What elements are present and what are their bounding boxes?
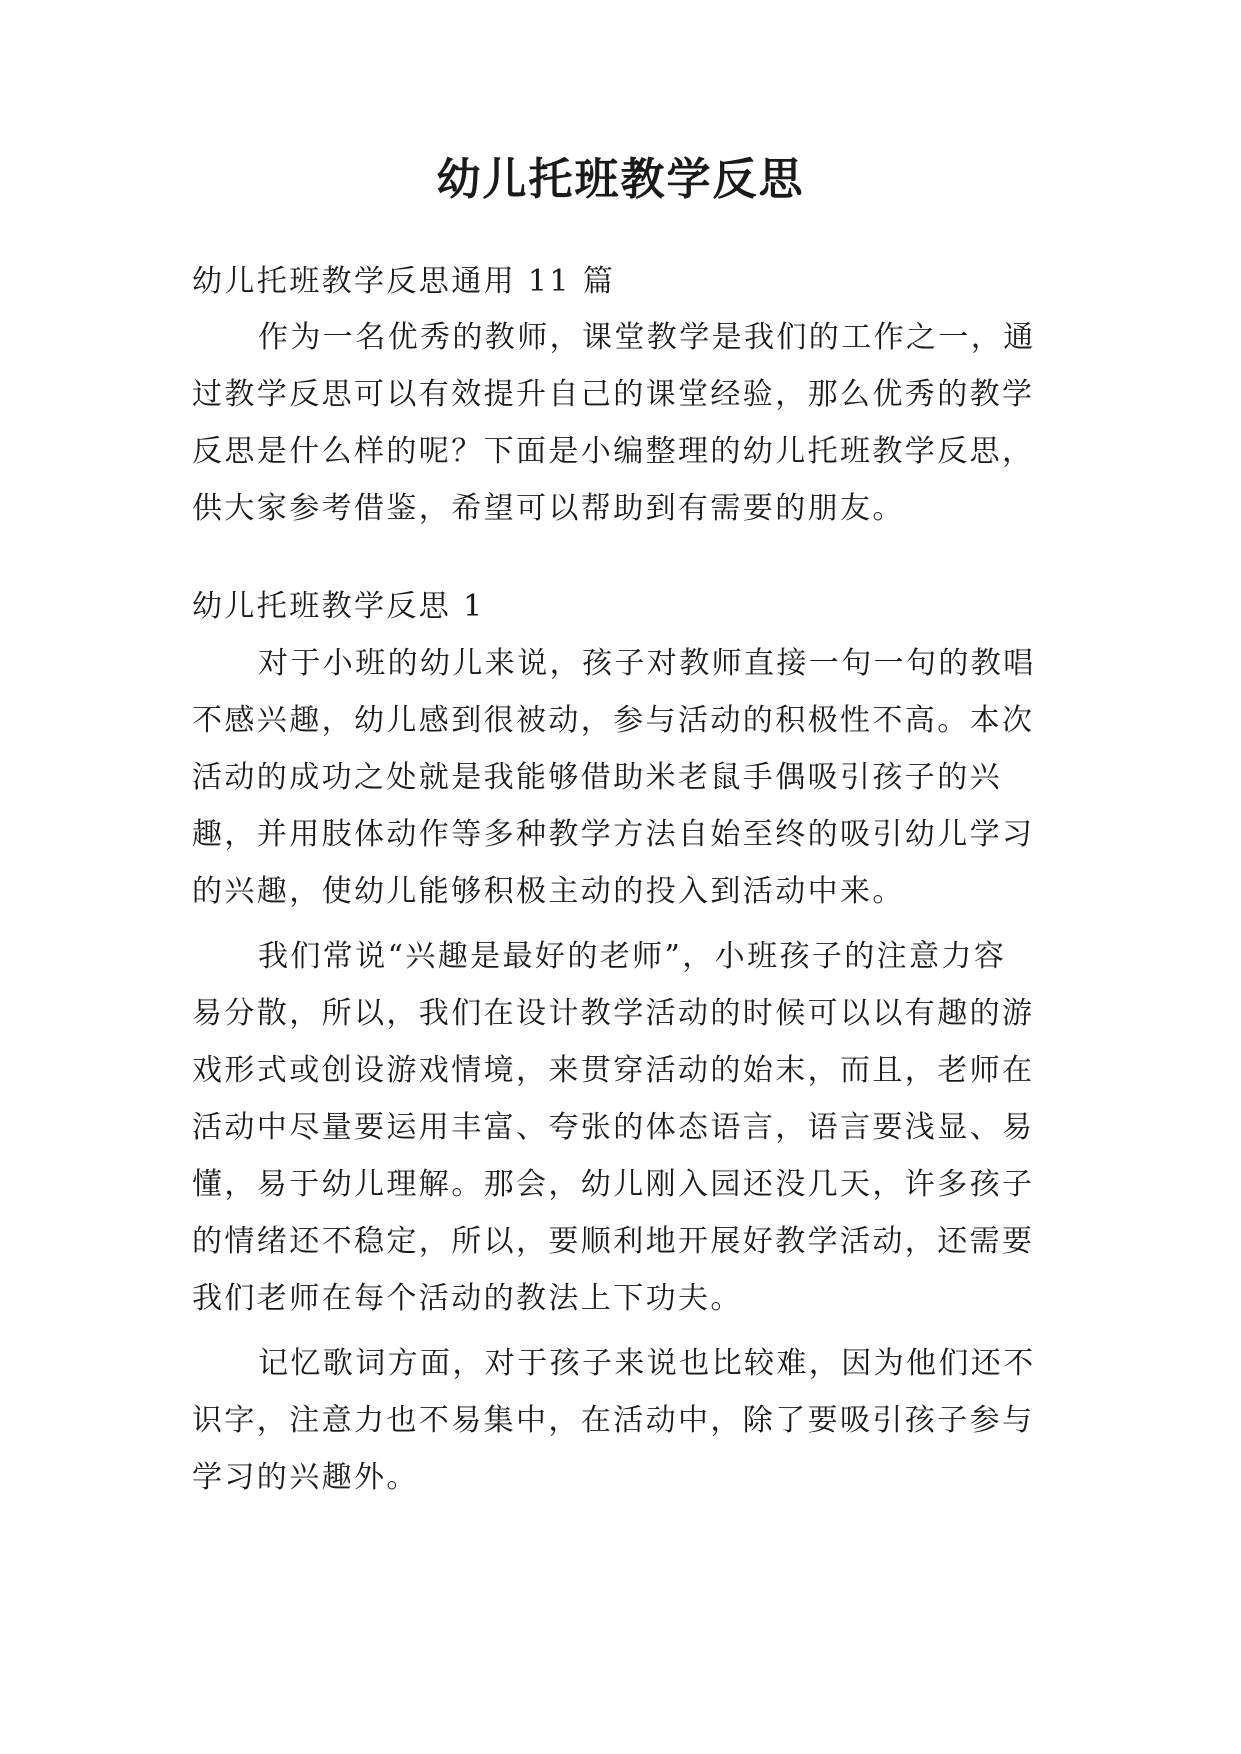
document-subtitle: 幼儿托班教学反思通用 11 篇 <box>192 264 616 299</box>
intro-line: 供大家参考借鉴，希望可以帮助到有需要的朋友。 <box>192 491 905 526</box>
paragraph-line: 活动中尽量要运用丰富、夸张的体态语言，语言要浅显、易 <box>192 1110 1035 1145</box>
section-heading: 幼儿托班教学反思 1 <box>192 589 485 624</box>
paragraph-line: 识字，注意力也不易集中，在活动中，除了要吸引孩子参与 <box>192 1403 1035 1438</box>
paragraph-line: 学习的兴趣外。 <box>192 1460 419 1495</box>
paragraph-line: 的情绪还不稳定，所以，要顺利地开展好教学活动，还需要 <box>192 1224 1035 1259</box>
paragraph-line: 的兴趣，使幼儿能够积极主动的投入到活动中来。 <box>192 874 905 909</box>
paragraph-line: 记忆歌词方面，对于孩子来说也比较难，因为他们还不 <box>258 1346 1036 1381</box>
intro-line: 反思是什么样的呢？下面是小编整理的幼儿托班教学反思， <box>192 434 1035 469</box>
paragraph-line: 易分散，所以，我们在设计教学活动的时候可以以有趣的游 <box>192 996 1035 1031</box>
paragraph-line: 我们常说“兴趣是最好的老师”，小班孩子的注意力容 <box>258 939 1007 974</box>
paragraph-line: 活动的成功之处就是我能够借助米老鼠手偶吸引孩子的兴 <box>192 760 1002 795</box>
paragraph-line: 我们老师在每个活动的教法上下功夫。 <box>192 1281 743 1316</box>
paragraph-line: 趣，并用肢体动作等多种教学方法自始至终的吸引幼儿学习 <box>192 817 1035 852</box>
paragraph-line: 不感兴趣，幼儿感到很被动，参与活动的积极性不高。本次 <box>192 703 1035 738</box>
paragraph-line: 对于小班的幼儿来说，孩子对教师直接一句一句的教唱 <box>258 646 1036 681</box>
paragraph-line: 戏形式或创设游戏情境，来贯穿活动的始末，而且，老师在 <box>192 1053 1035 1088</box>
document-title: 幼儿托班教学反思 <box>436 154 805 205</box>
paragraph-line: 懂，易于幼儿理解。那会，幼儿刚入园还没几天，许多孩子 <box>192 1167 1035 1202</box>
intro-line: 作为一名优秀的教师，课堂教学是我们的工作之一，通 <box>258 320 1036 355</box>
intro-line: 过教学反思可以有效提升自己的课堂经验，那么优秀的教学 <box>192 377 1035 412</box>
